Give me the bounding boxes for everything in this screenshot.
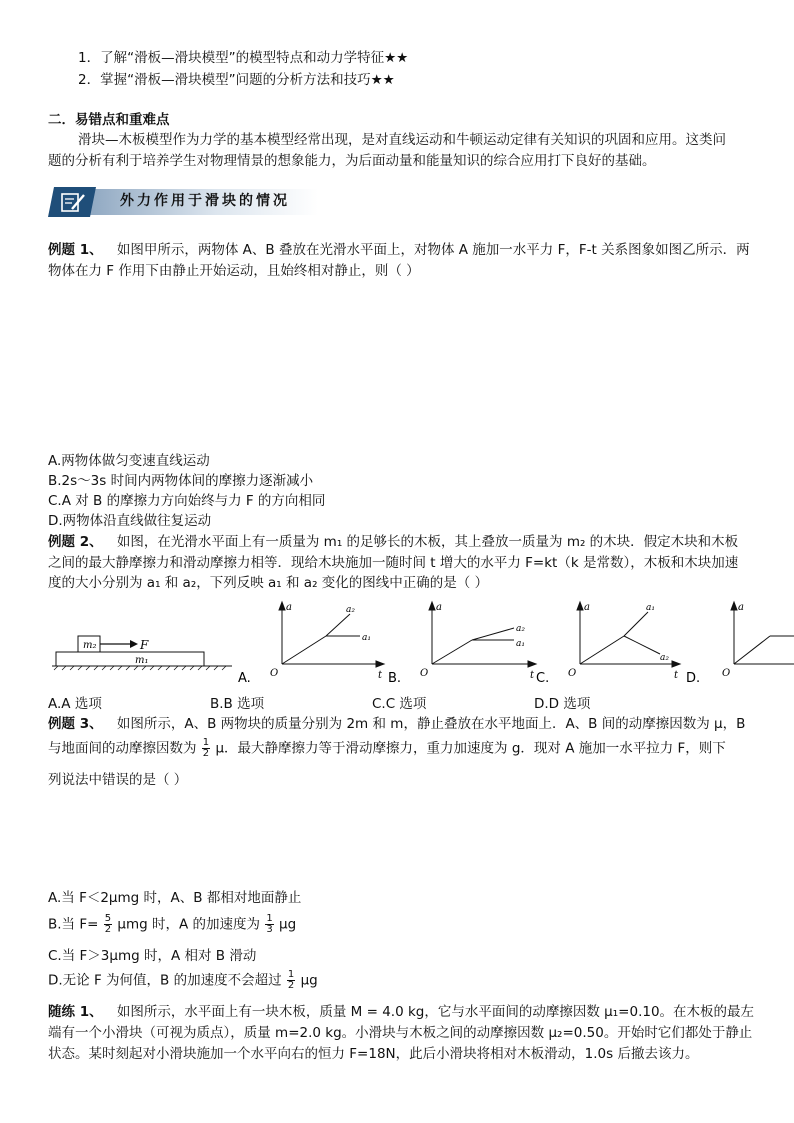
graph-b — [429, 602, 536, 667]
objective-1: 1．了解“滑板—滑块模型”的模型特点和动力学特征★★ — [78, 50, 409, 66]
example2-line2: 之间的最大静摩擦力和滑动摩擦力相等．现给木块施加一随时间 t 增大的水平力 F=kt（k 是常数），木板和木块加速 — [48, 555, 739, 571]
example2-option-d: D.D 选项 — [534, 696, 591, 712]
graph-a-origin: O — [270, 668, 279, 679]
example2-line3: 度的大小分别为 a₁ 和 a₂，下列反映 a₁ 和 a₂ 变化的图线中正确的是（ ） — [48, 575, 489, 591]
graph-b-curve1: a₁ — [516, 639, 525, 649]
example1-option-d: D.两物体沿直线做往复运动 — [48, 513, 212, 529]
graph-a-axis-x: t — [378, 670, 383, 681]
graph-a-curve1: a₁ — [362, 633, 371, 643]
force-label: F — [140, 638, 149, 652]
example3-label: 例题 3、 — [48, 716, 103, 732]
option-d-text1: D.无论 F 为何值，B 的加速度不会超过 — [48, 972, 282, 989]
graph-c-origin: O — [568, 668, 577, 679]
graph-c-curve2: a₂ — [660, 653, 669, 663]
graph-a-axis-y: a — [286, 602, 292, 613]
graph-a-letter: A. — [238, 671, 251, 686]
graph-b-letter: B. — [388, 671, 402, 686]
example3-option-c: C.当 F＞3μmg 时，A 相对 B 滑动 — [48, 948, 257, 964]
fraction-one-half: $\frac{1}{2}$ — [202, 737, 210, 759]
example1-option-c: C.A 对 B 的摩擦力方向始终与力 F 的方向相同 — [48, 493, 326, 509]
graph-d-letter: D. — [686, 671, 701, 686]
example1-line2: 物体在力 F 作用下由静止开始运动，且始终相对静止，则（ ） — [48, 263, 420, 279]
example3-option-a: A.当 F＜2μmg 时，A、B 都相对地面静止 — [48, 890, 302, 906]
section-paragraph-line1: 滑块—木板模型作为力学的基本模型经常出现，是对直线运动和牛顿运动定律有关知识的巩固和应用。这类问 — [78, 132, 726, 148]
option-b-text2: μmg 时，A 的加速度为 — [117, 916, 261, 933]
example3-line3: 列说法中错误的是（ ） — [48, 772, 188, 788]
example3-text1: 如图所示，A、B 两物块的质量分别为 2m 和 m，静止叠放在水平地面上．A、B 间的动摩擦因数为 μ，B — [116, 716, 746, 732]
graph-b-axis-x: t — [530, 670, 535, 681]
example1-option-b: B.2s～3s 时间内两物体间的摩擦力逐渐减小 — [48, 473, 314, 489]
banner-title: 外力作用于滑块的情况 — [120, 193, 290, 209]
objective-2: 2．掌握“滑板—滑块模型”问题的分析方法和技巧★★ — [78, 72, 395, 88]
block-m1-label: m₁ — [135, 655, 149, 666]
option-d-text2: μg — [300, 972, 318, 989]
example1-label: 例题 1、 — [48, 242, 103, 258]
graph-c-axis-y: a — [584, 602, 590, 613]
option-b-text3: μg — [279, 916, 297, 933]
example3-option-b — [48, 914, 296, 935]
graph-c-letter: C. — [536, 671, 550, 686]
example2-text1: 如图，在光滑水平面上有一质量为 m₁ 的足够长的木板，其上叠放一质量为 m₂ 的木块．假定木块和木板 — [116, 534, 739, 550]
example2-line1 — [48, 532, 738, 552]
example3-option-d — [48, 970, 318, 991]
practice1-text1: 如图所示，水平面上有一块木板，质量 M = 4.0 kg，它与水平面间的动摩擦因数 μ₁=0.10。在木板的最左 — [116, 1004, 755, 1020]
fraction-one-half-d: $\frac{1}{2}$ — [287, 969, 295, 991]
option-b-text1: B.当 F= — [48, 916, 99, 933]
section-paragraph-line2: 题的分析有利于培养学生对物理情景的想象能力，为后面动量和能量知识的综合应用打下良好的基础。 — [48, 153, 656, 169]
graph-b-axis-y: a — [436, 602, 442, 613]
example1-option-a: A.两物体做匀变速直线运动 — [48, 453, 210, 469]
fraction-five-halves: $\frac{5}{2}$ — [104, 913, 112, 935]
practice1-line2: 端有一个小滑块（可视为质点），质量 m=2.0 kg。小滑块与木板之间的动摩擦因数 μ₂=0.50。开始时它们都处于静止 — [48, 1025, 753, 1041]
graph-b-curve2: a₂ — [516, 624, 525, 634]
example2-figure — [48, 600, 794, 692]
section-heading: 二．易错点和重难点 — [48, 112, 170, 128]
example2-option-c: C.C 选项 — [372, 696, 427, 712]
example2-option-b: B.B 选项 — [210, 696, 265, 712]
example2-label: 例题 2、 — [48, 534, 103, 550]
example2-option-a: A.A 选项 — [48, 696, 102, 712]
example3-line2 — [48, 738, 726, 759]
graph-c-curve1: a₁ — [646, 603, 655, 613]
example3-line1 — [48, 714, 745, 734]
practice1-line3: 状态。某时刻起对小滑块施加一个水平向右的恒力 F=18N，此后小滑块将相对木板滑动，1.0s 后撤去该力。 — [48, 1046, 699, 1062]
block-m2-label: m₂ — [83, 640, 97, 651]
practice1-line1 — [48, 1002, 754, 1022]
example1-text1: 如图甲所示，两物体 A、B 叠放在光滑水平面上，对物体 A 施加一水平力 F，F-t 关系图象如图乙所示．两 — [116, 242, 750, 258]
example3-text2b: μ．最大静摩擦力等于滑动摩擦力，重力加速度为 g．现对 A 施加一水平拉力 F，则下 — [215, 740, 726, 757]
example1-line1 — [48, 240, 750, 260]
example3-text2a: 与地面间的动摩擦因数为 — [48, 740, 197, 757]
graph-b-origin: O — [420, 668, 429, 679]
graph-d-origin: O — [722, 668, 731, 679]
practice1-label: 随练 1、 — [48, 1004, 103, 1020]
graph-c-axis-x: t — [674, 670, 679, 681]
graph-d-axis-y: a — [738, 602, 744, 613]
fraction-one-third: $\frac{1}{3}$ — [266, 913, 273, 935]
graph-a-curve2: a₂ — [346, 605, 355, 615]
